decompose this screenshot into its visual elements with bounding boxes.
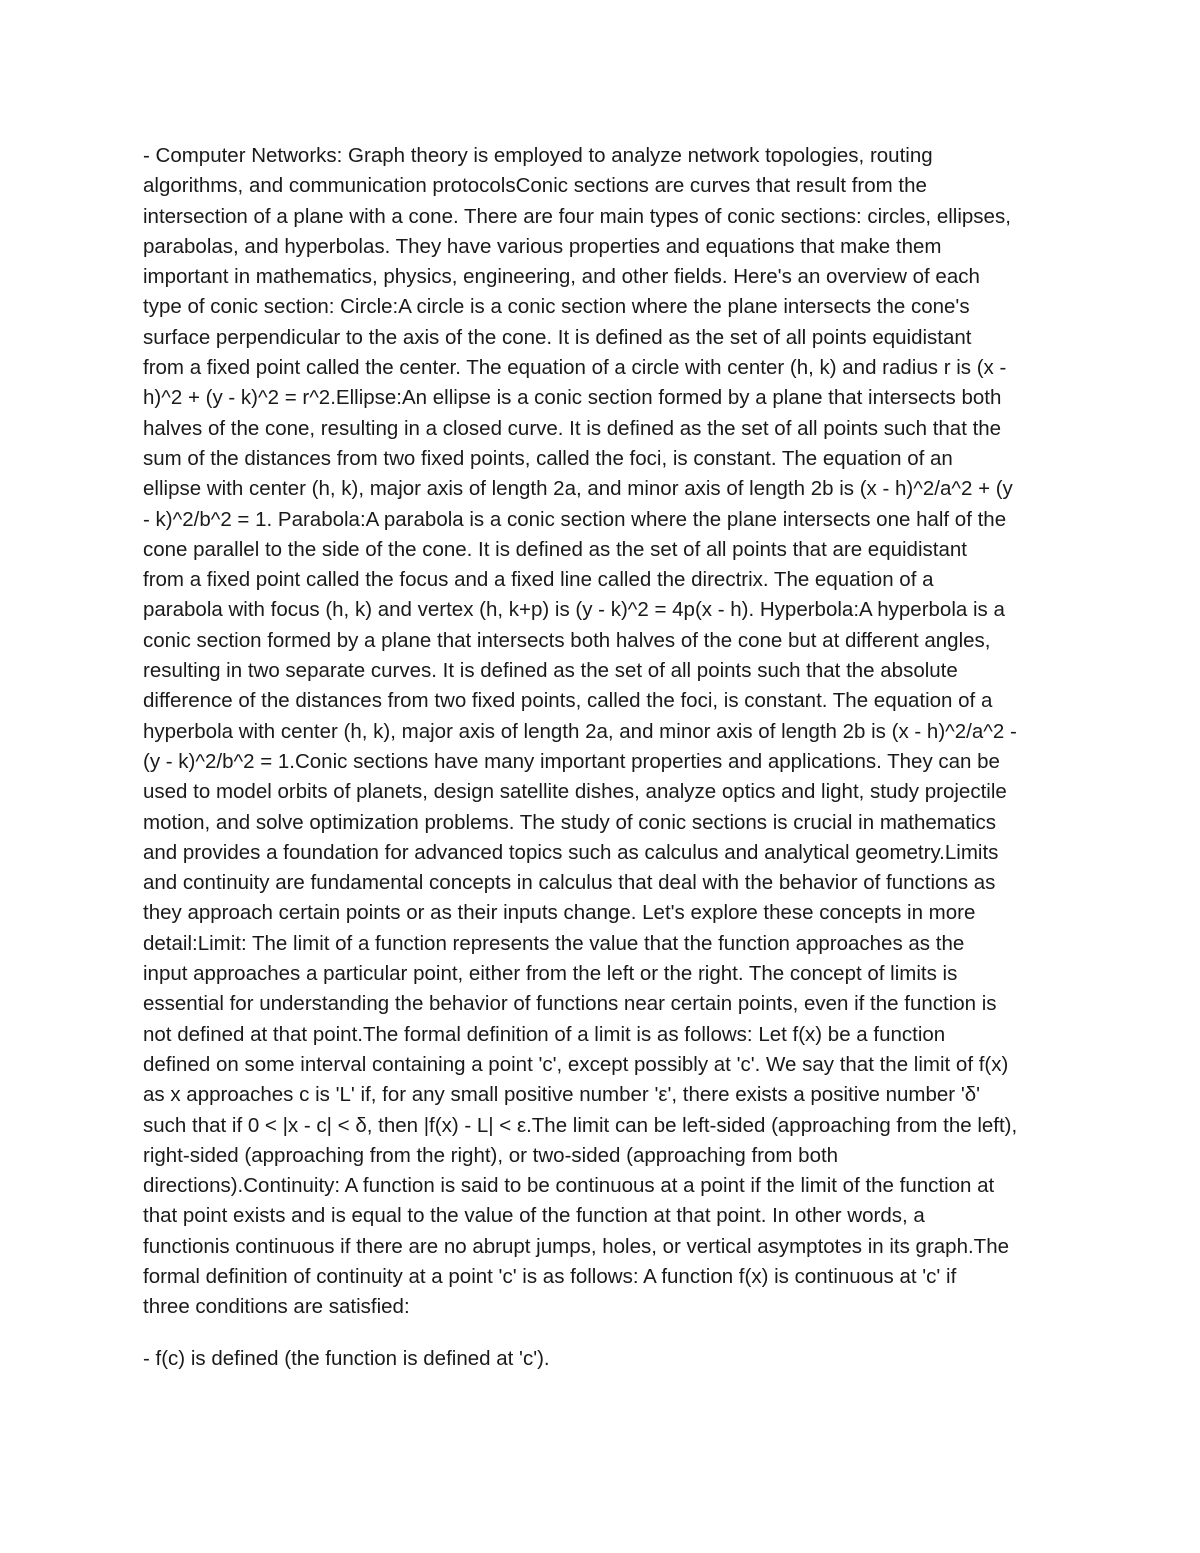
text-line: from a fixed point called the center. The equation of a circle with center (h, k) and radius r is (x - — [143, 356, 1007, 380]
text-line: input approaches a particular point, either from the left or the right. The concept of limits is — [143, 962, 958, 986]
text-line: - f(c) is defined (the function is defined at 'c'). — [143, 1346, 550, 1370]
text-line: three conditions are satisfied: — [143, 1295, 410, 1319]
text-line: intersection of a plane with a cone. There are four main types of conic sections: circles, ellipses, — [143, 204, 1011, 228]
text-line: directions).Continuity: A function is said to be continuous at a point if the limit of the function at — [143, 1174, 995, 1198]
paragraph-2 — [143, 1344, 1068, 1374]
text-line: that point exists and is equal to the value of the function at that point. In other words, a — [143, 1204, 925, 1228]
text-line: not defined at that point.The formal definition of a limit is as follows: Let f(x) be a function — [143, 1022, 946, 1046]
text-line: sum of the distances from two fixed points, called the foci, is constant. The equation of an — [143, 446, 953, 470]
text-line: difference of the distances from two fixed points, called the foci, is constant. The equation of a — [143, 689, 993, 713]
text-line: type of conic section: Circle:A circle is a conic section where the plane intersects the cone's — [143, 295, 970, 319]
document-body — [143, 141, 1068, 1374]
text-line: from a fixed point called the focus and a fixed line called the directrix. The equation of a — [143, 568, 934, 592]
text-line: detail:Limit: The limit of a function represents the value that the function approaches as the — [143, 931, 965, 955]
text-line: essential for understanding the behavior of functions near certain points, even if the function is — [143, 992, 997, 1016]
text-line: important in mathematics, physics, engineering, and other fields. Here's an overview of each — [143, 265, 980, 289]
text-line: defined on some interval containing a point 'c', except possibly at 'c'. We say that the limit of f(x) — [143, 1052, 1009, 1076]
text-line: algorithms, and communication protocolsConic sections are curves that result from the — [143, 174, 927, 198]
text-line: right-sided (approaching from the right), or two-sided (approaching from both — [143, 1143, 839, 1167]
text-line: - k)^2/b^2 = 1. Parabola:A parabola is a conic section where the plane intersects one half of the — [143, 507, 1007, 531]
text-line: formal definition of continuity at a point 'c' is as follows: A function f(x) is continuous at 'c' if — [143, 1264, 957, 1288]
paragraph-gap — [143, 1323, 1068, 1344]
text-line: as x approaches c is 'L' if, for any small positive number 'ε', there exists a positive number 'δ' — [143, 1083, 981, 1107]
text-line: (y - k)^2/b^2 = 1.Conic sections have many important properties and applications. They can be — [143, 749, 1000, 773]
text-line: motion, and solve optimization problems. The study of conic sections is crucial in mathematics — [143, 810, 997, 834]
text-line: conic section formed by a plane that intersects both halves of the cone but at different angles, — [143, 628, 991, 652]
text-line: parabola with focus (h, k) and vertex (h, k+p) is (y - k)^2 = 4p(x - h). Hyperbola:A hyperbola is a — [143, 598, 1005, 622]
text-line: they approach certain points or as their inputs change. Let's explore these concepts in more — [143, 901, 976, 925]
text-line: h)^2 + (y - k)^2 = r^2.Ellipse:An ellipse is a conic section formed by a plane that intersects both — [143, 386, 1002, 410]
text-line: such that if 0 < |x - c| < δ, then |f(x) - L| < ε.The limit can be left-sided (approaching from the left), — [143, 1113, 1018, 1137]
text-line: and provides a foundation for advanced topics such as calculus and analytical geometry.Limits — [143, 840, 999, 864]
text-line: hyperbola with center (h, k), major axis of length 2a, and minor axis of length 2b is (x - h)^2/a^2 - — [143, 719, 1017, 743]
text-line: functionis continuous if there are no abrupt jumps, holes, or vertical asymptotes in its graph.The — [143, 1234, 1010, 1258]
text-line: ellipse with center (h, k), major axis of length 2a, and minor axis of length 2b is (x - h)^2/a^2 + (y — [143, 477, 1013, 501]
text-line: and continuity are fundamental concepts in calculus that deal with the behavior of functions as — [143, 871, 996, 895]
text-line: surface perpendicular to the axis of the cone. It is defined as the set of all points equidistant — [143, 325, 972, 349]
text-line: cone parallel to the side of the cone. It is defined as the set of all points that are equidistant — [143, 537, 967, 561]
text-line: halves of the cone, resulting in a closed curve. It is defined as the set of all points such that the — [143, 416, 1002, 440]
paragraph-1 — [143, 141, 1068, 1323]
text-line: parabolas, and hyperbolas. They have various properties and equations that make them — [143, 234, 942, 258]
text-line: - Computer Networks: Graph theory is employed to analyze network topologies, routing — [143, 144, 933, 167]
text-line: resulting in two separate curves. It is defined as the set of all points such that the absolute — [143, 659, 958, 683]
text-line: used to model orbits of planets, design satellite dishes, analyze optics and light, study projectile — [143, 780, 1007, 804]
